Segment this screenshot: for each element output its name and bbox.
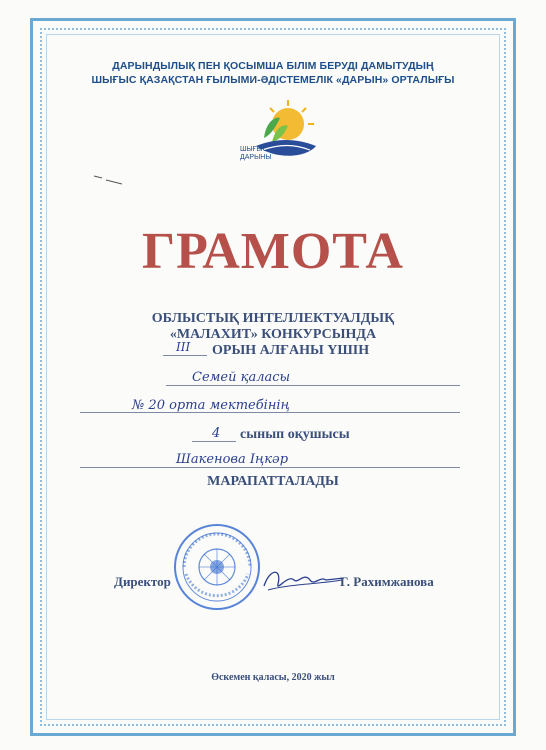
title: ГРАМОТА	[142, 223, 404, 280]
award-line-2: «МАЛАХИТ» КОНКУРСЫНДА	[169, 327, 377, 342]
grade-handwritten: 4	[212, 426, 221, 441]
director-label: Директор	[114, 574, 171, 589]
grade-line	[192, 441, 236, 442]
pen-mark-icon	[92, 170, 130, 190]
place-line	[163, 355, 207, 356]
city-line	[166, 385, 460, 386]
signature-icon	[260, 562, 346, 598]
stamp-icon	[172, 522, 262, 612]
director-name: Г. Рахимжанова	[340, 574, 434, 589]
school-handwritten: № 20 орта мектебінің	[132, 398, 290, 413]
grade-label: сынып оқушысы	[240, 427, 350, 442]
logo-icon	[236, 96, 326, 176]
footer-text: Өскемен қаласы, 2020 жыл	[211, 672, 335, 683]
name-line	[80, 467, 460, 468]
award-line-1: ОБЛЫСТЫҚ ИНТЕЛЛЕКТУАЛДЫҚ	[151, 311, 395, 326]
city-handwritten: Семей қаласы	[192, 370, 291, 385]
header-line-2: ШЫҒЫС ҚАЗАҚСТАН ҒЫЛЫМИ-ӘДІСТЕМЕЛІК «ДАРЫН» ОРТАЛЫҒЫ	[91, 74, 455, 86]
name-handwritten: Шакенова Іңкәр	[176, 452, 289, 467]
logo-text-line1: ШЫҒЫС	[240, 146, 268, 153]
awarded-text: МАРАПАТТАЛАДЫ	[207, 474, 339, 489]
header-line-1: ДАРЫНДЫЛЫҚ ПЕН ҚОСЫМША БІЛІМ БЕРУДІ ДАМЫТУДЫҢ	[112, 60, 434, 72]
logo-text-line2: ДАРЫНЫ	[240, 154, 272, 161]
place-handwritten: III	[176, 340, 191, 354]
logo-text	[240, 146, 272, 162]
award-line-3: ОРЫН АЛҒАНЫ ҮШІН	[212, 343, 370, 358]
